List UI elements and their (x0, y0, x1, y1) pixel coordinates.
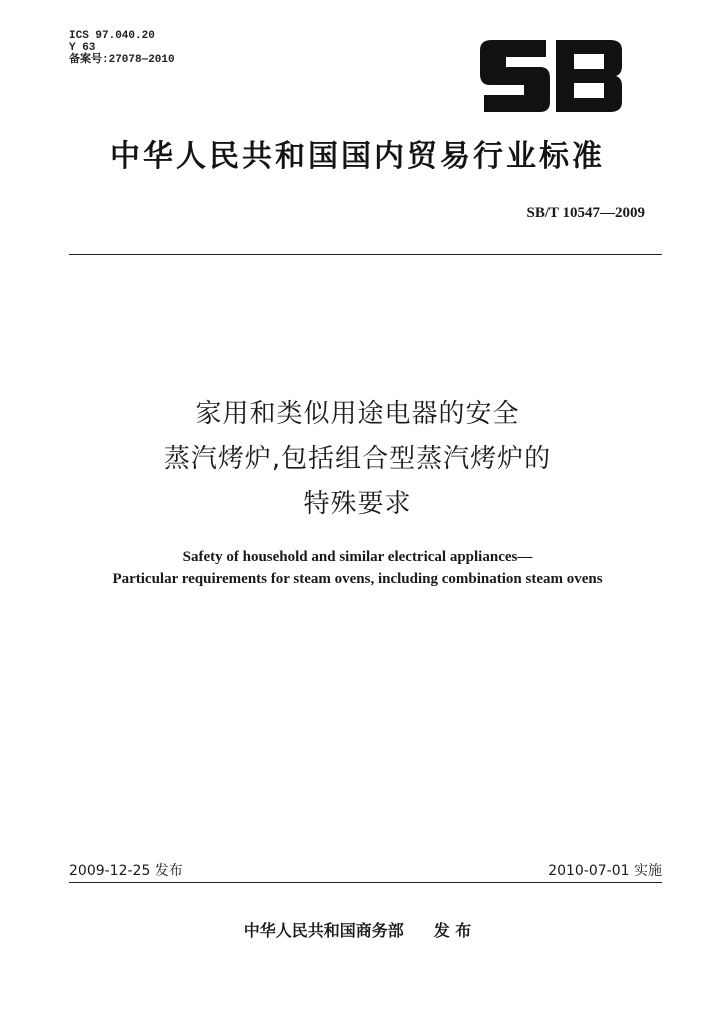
chinese-title (0, 392, 715, 527)
publisher-name: 中华人民共和国商务部 (243, 921, 404, 940)
implementation-date: 2010-07-01 实施 (548, 863, 662, 879)
english-title-line-2: Particular requirements for steam ovens, including combination steam ovens (112, 571, 603, 587)
document-metadata (69, 30, 175, 66)
ics-code: ICS 97.040.20 (69, 30, 155, 42)
publisher-action: 发 布 (433, 921, 472, 940)
issue-date: 2009-12-25 发布 (69, 863, 183, 879)
ccs-code: Y 63 (69, 42, 96, 54)
sb-logo-s (480, 40, 550, 112)
filing-number: 备案号:27078—2010 (69, 54, 175, 66)
chinese-title-line-2: 蒸汽烤炉,包括组合型蒸汽烤炉的 (163, 444, 552, 474)
sb-logo-b (556, 40, 622, 112)
header-divider (69, 254, 662, 255)
footer-divider (69, 882, 662, 883)
english-title (0, 546, 715, 590)
publisher-line (0, 918, 715, 941)
standard-number: SB/T 10547—2009 (526, 205, 645, 221)
english-title-line-1: Safety of household and similar electrical appliances— (182, 549, 533, 565)
chinese-title-line-1: 家用和类似用途电器的安全 (195, 399, 520, 429)
sb-logo (480, 40, 622, 112)
issuing-organization: 中华人民共和国国内贸易行业标准 (110, 139, 605, 174)
chinese-title-line-3: 特殊要求 (303, 489, 412, 519)
